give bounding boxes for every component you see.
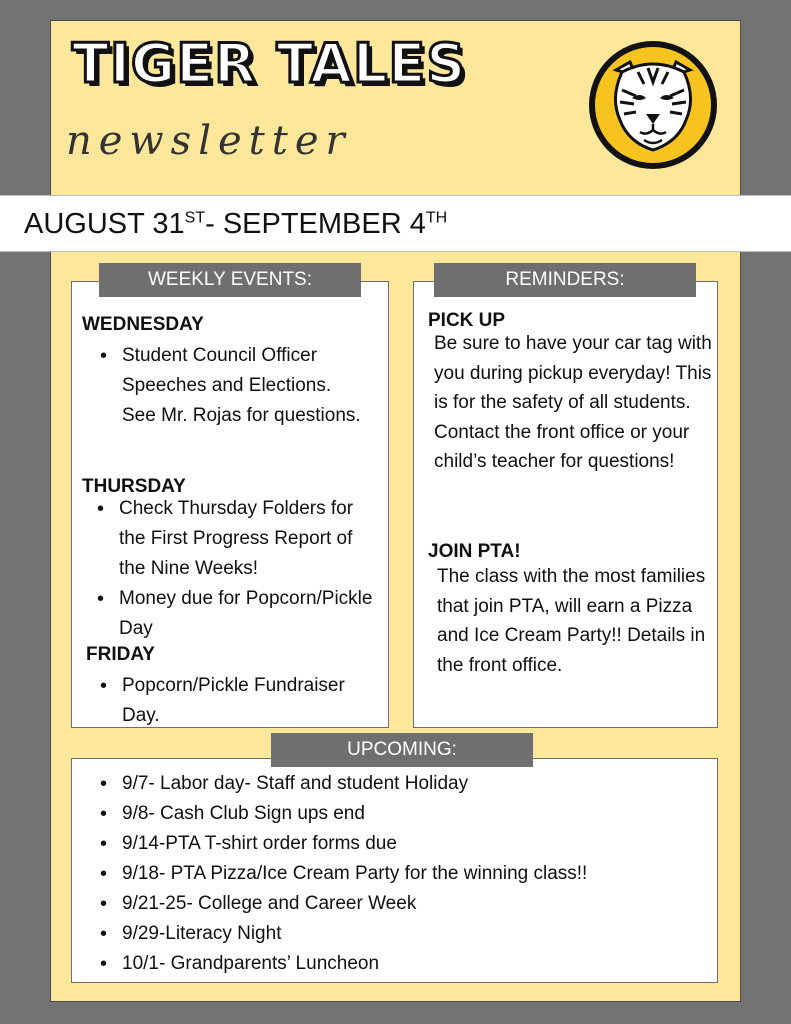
list-item: • Money due for Popcorn/Pickle Day bbox=[97, 584, 382, 644]
reminder-text-pta: The class with the most families that join PTA, will earn a Pizza and Ice Cream Party!! Details in the front office. bbox=[437, 566, 706, 676]
list-item: • 9/21-25- College and Career Week bbox=[100, 889, 710, 919]
reminder-title-pickup: PICK UP bbox=[428, 310, 506, 331]
date-end-suffix: TH bbox=[425, 209, 448, 227]
reminder-text-pickup: Be sure to have your car tag with you during pickup everyday! This is for the safety of all students. Contact the front office or your child’s teacher for questions! bbox=[434, 333, 712, 472]
newsletter-subtitle: newsletter bbox=[66, 118, 352, 164]
date-banner bbox=[0, 195, 791, 252]
list-item: • Check Thursday Folders for the First Progress Report of the Nine Weeks! bbox=[97, 494, 382, 584]
tiger-head-icon bbox=[586, 38, 720, 172]
weekly-events-heading: WEEKLY EVENTS: bbox=[99, 263, 361, 297]
day-thursday: THURSDAY bbox=[82, 476, 186, 497]
day-friday: FRIDAY bbox=[86, 644, 155, 665]
day-wednesday: WEDNESDAY bbox=[82, 314, 204, 335]
list-item: • 9/7- Labor day- Staff and student Holiday bbox=[100, 769, 710, 799]
list-item: • 9/14-PTA T-shirt order forms due bbox=[100, 829, 710, 859]
list-item: • 9/8- Cash Club Sign ups end bbox=[100, 799, 710, 829]
newsletter-title: TIGER TALES bbox=[72, 32, 467, 95]
date-start-suffix: ST bbox=[184, 209, 206, 227]
list-item: • Popcorn/Pickle Fundraiser Day. bbox=[100, 671, 380, 731]
thursday-list bbox=[97, 494, 382, 644]
upcoming-list bbox=[100, 769, 710, 979]
list-item: • 9/18- PTA Pizza/Ice Cream Party for the winning class!! bbox=[100, 859, 710, 889]
reminder-title-pta: JOIN PTA! bbox=[428, 541, 521, 562]
date-start: AUGUST 31 bbox=[24, 208, 185, 240]
wednesday-list bbox=[100, 341, 370, 431]
friday-list bbox=[100, 671, 380, 731]
list-item: • Student Council Officer Speeches and Elections. See Mr. Rojas for questions. bbox=[100, 341, 370, 431]
date-end: SEPTEMBER 4 bbox=[222, 208, 426, 240]
date-separator: - bbox=[205, 208, 223, 240]
reminders-heading: REMINDERS: bbox=[434, 263, 696, 297]
upcoming-heading: UPCOMING: bbox=[271, 733, 533, 767]
list-item: • 9/29-Literacy Night bbox=[100, 919, 710, 949]
date-range bbox=[24, 208, 447, 241]
list-item: • 10/1- Grandparents’ Luncheon bbox=[100, 949, 710, 979]
